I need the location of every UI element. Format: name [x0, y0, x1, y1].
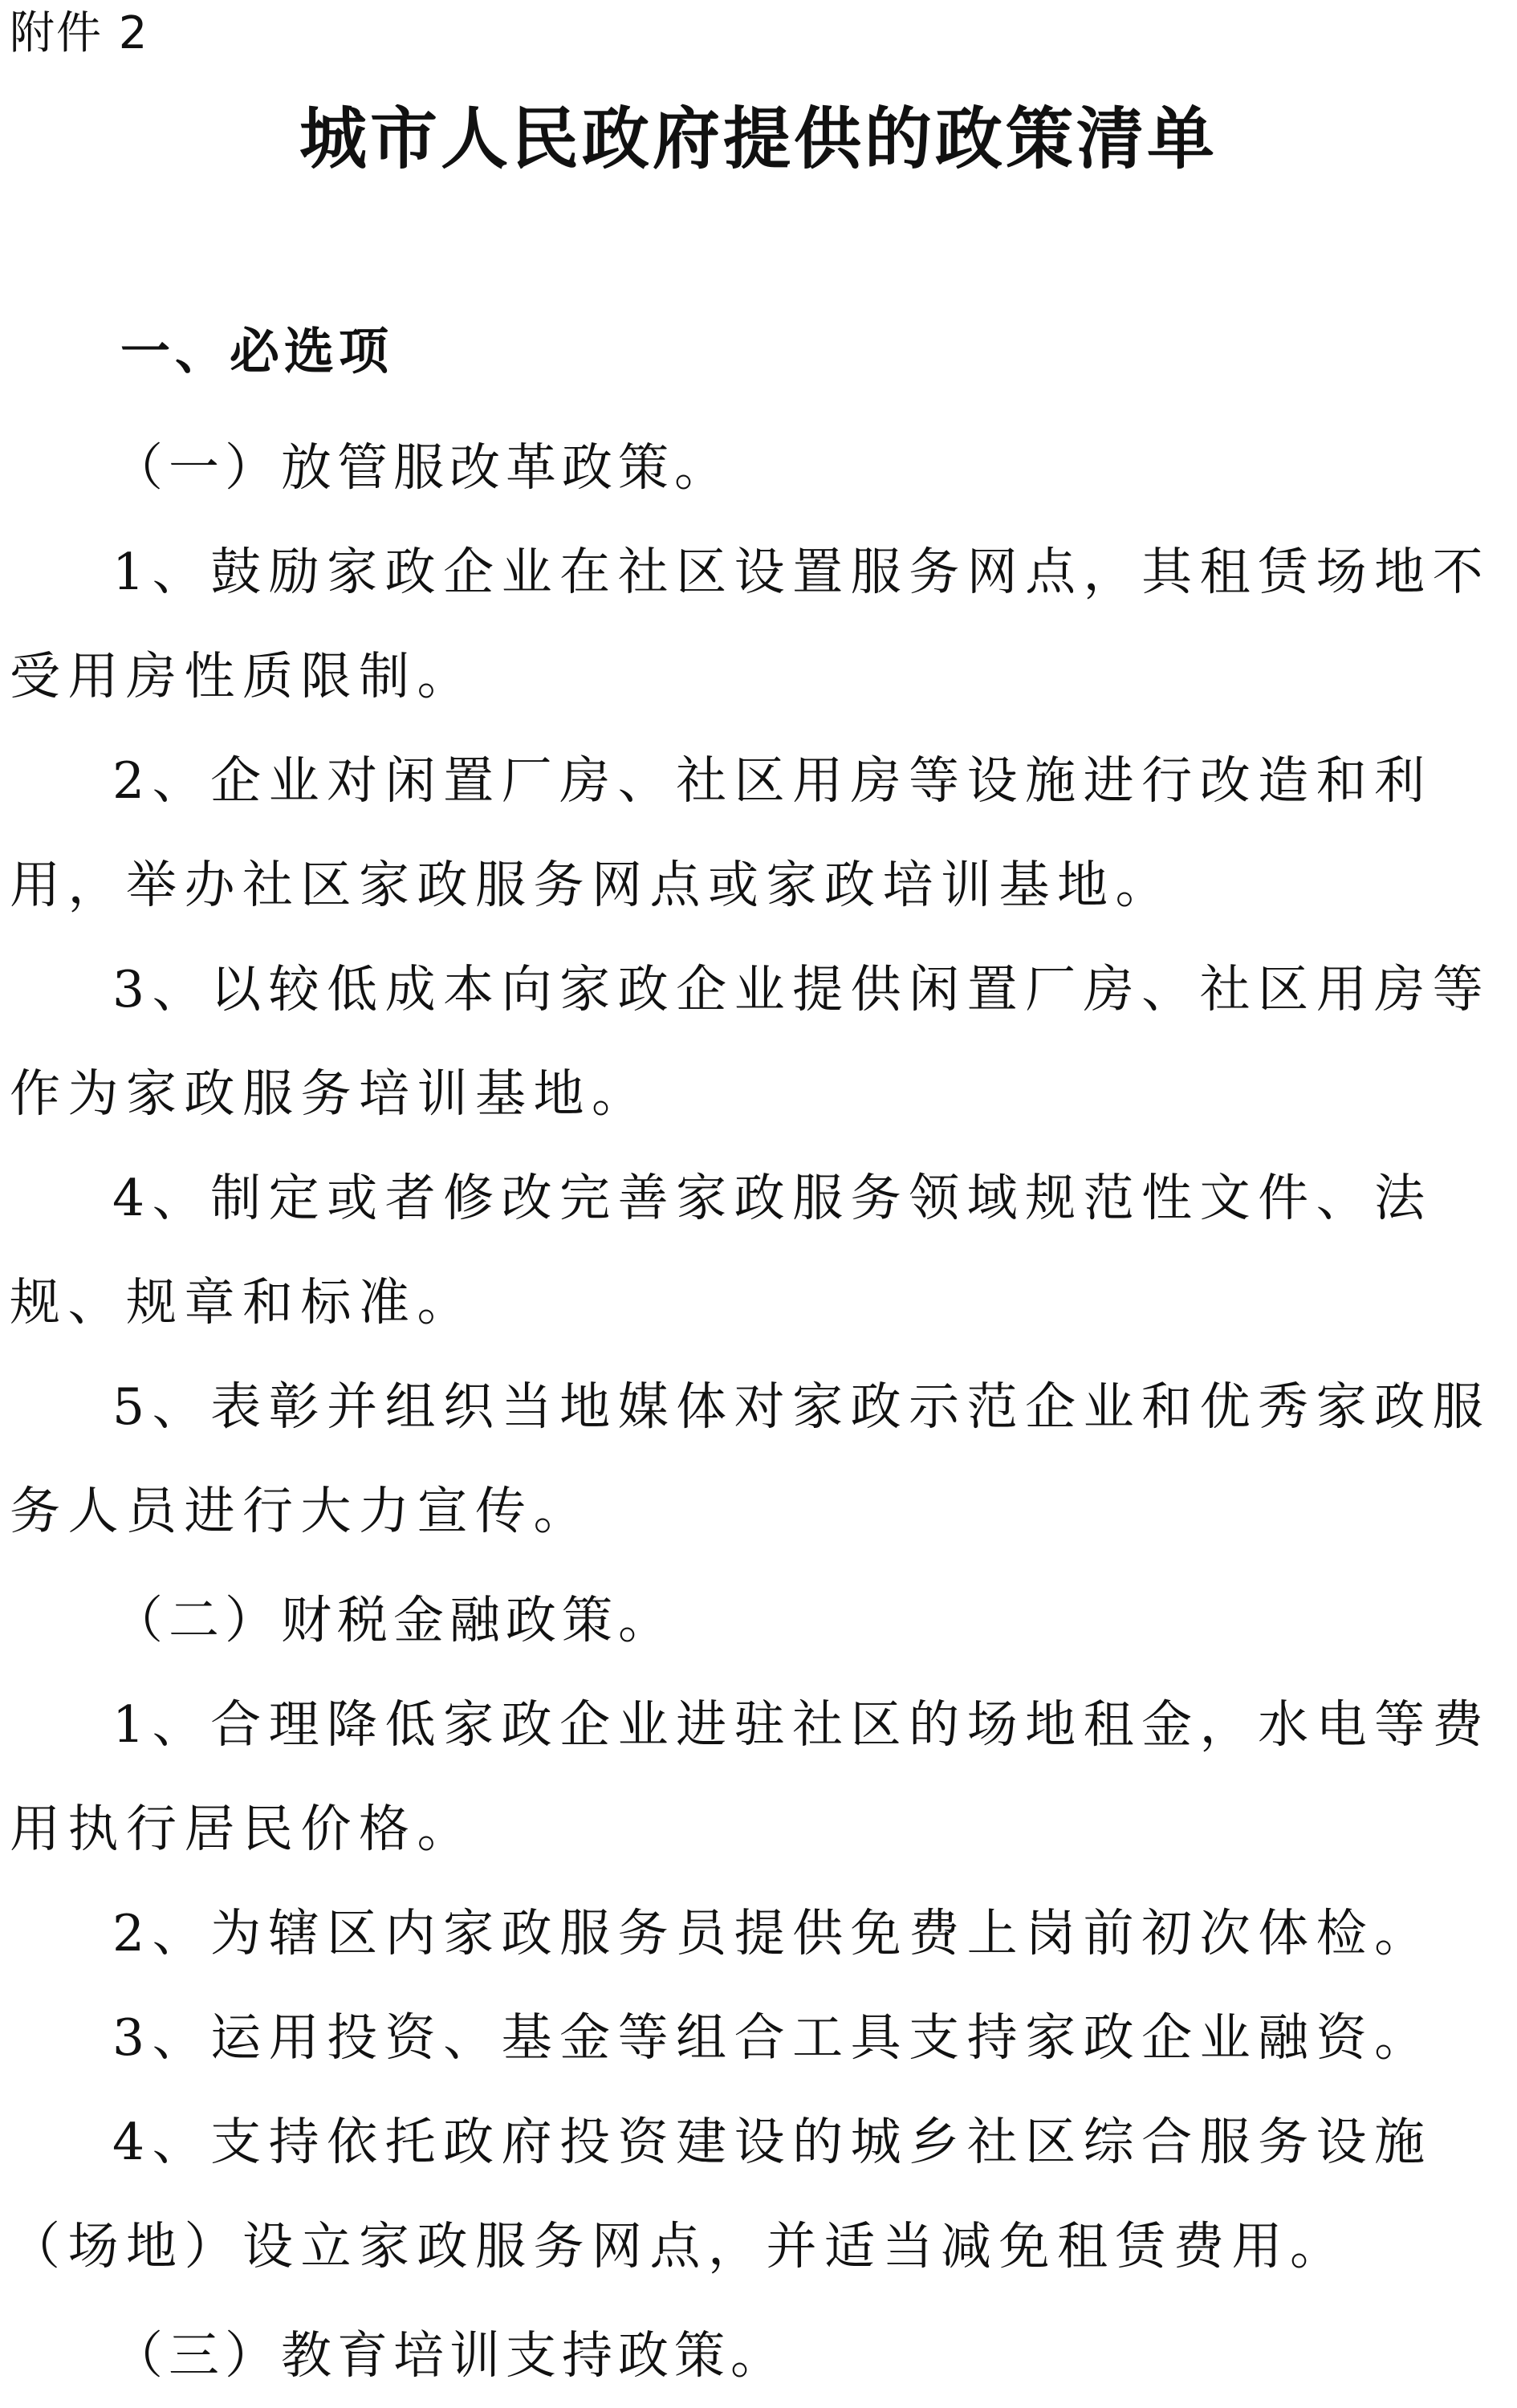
policy-item: 1、鼓励家政企业在社区设置服务网点，其租赁场地不受用房性质限制。 — [10, 543, 1491, 706]
attachment-label: 附件 2 — [10, 7, 149, 59]
policy-item: 3、运用投资、基金等组合工具支持家政企业融资。 — [112, 2008, 1433, 2067]
subsection-title-2: （二）财税金融政策。 — [112, 1591, 674, 1649]
policy-item: 2、企业对闲置厂房、社区用房等设施进行改造和利用，举办社区家政服务网点或家政培训基地。 — [10, 751, 1433, 914]
policy-item: 3、以较低成本向家政企业提供闲置厂房、社区用房等作为家政服务培训基地。 — [10, 960, 1491, 1123]
policy-item: 5、表彰并组织当地媒体对家政示范企业和优秀家政服务人员进行大力宣传。 — [10, 1377, 1491, 1540]
policy-item: 1、合理降低家政企业进驻社区的场地租金，水电等费用执行居民价格。 — [10, 1695, 1491, 1858]
page-title: 城市人民政府提供的政策清单 — [299, 99, 1218, 178]
section-heading: 一、必选项 — [120, 322, 394, 380]
policy-item: 2、为辖区内家政服务员提供免费上岗前初次体检。 — [112, 1904, 1433, 1963]
policy-item: 4、支持依托政府投资建设的城乡社区综合服务设施（场地）设立家政服务网点，并适当减免租赁费用。 — [10, 2113, 1433, 2276]
document-body — [10, 411, 1493, 2408]
subsection-title-1: （一）放管服改革政策。 — [112, 438, 730, 497]
policy-item: 4、制定或者修改完善家政服务领域规范性文件、法规、规章和标准。 — [10, 1169, 1433, 1332]
subsection-title-3: （三）教育培训支持政策。 — [112, 2326, 787, 2385]
